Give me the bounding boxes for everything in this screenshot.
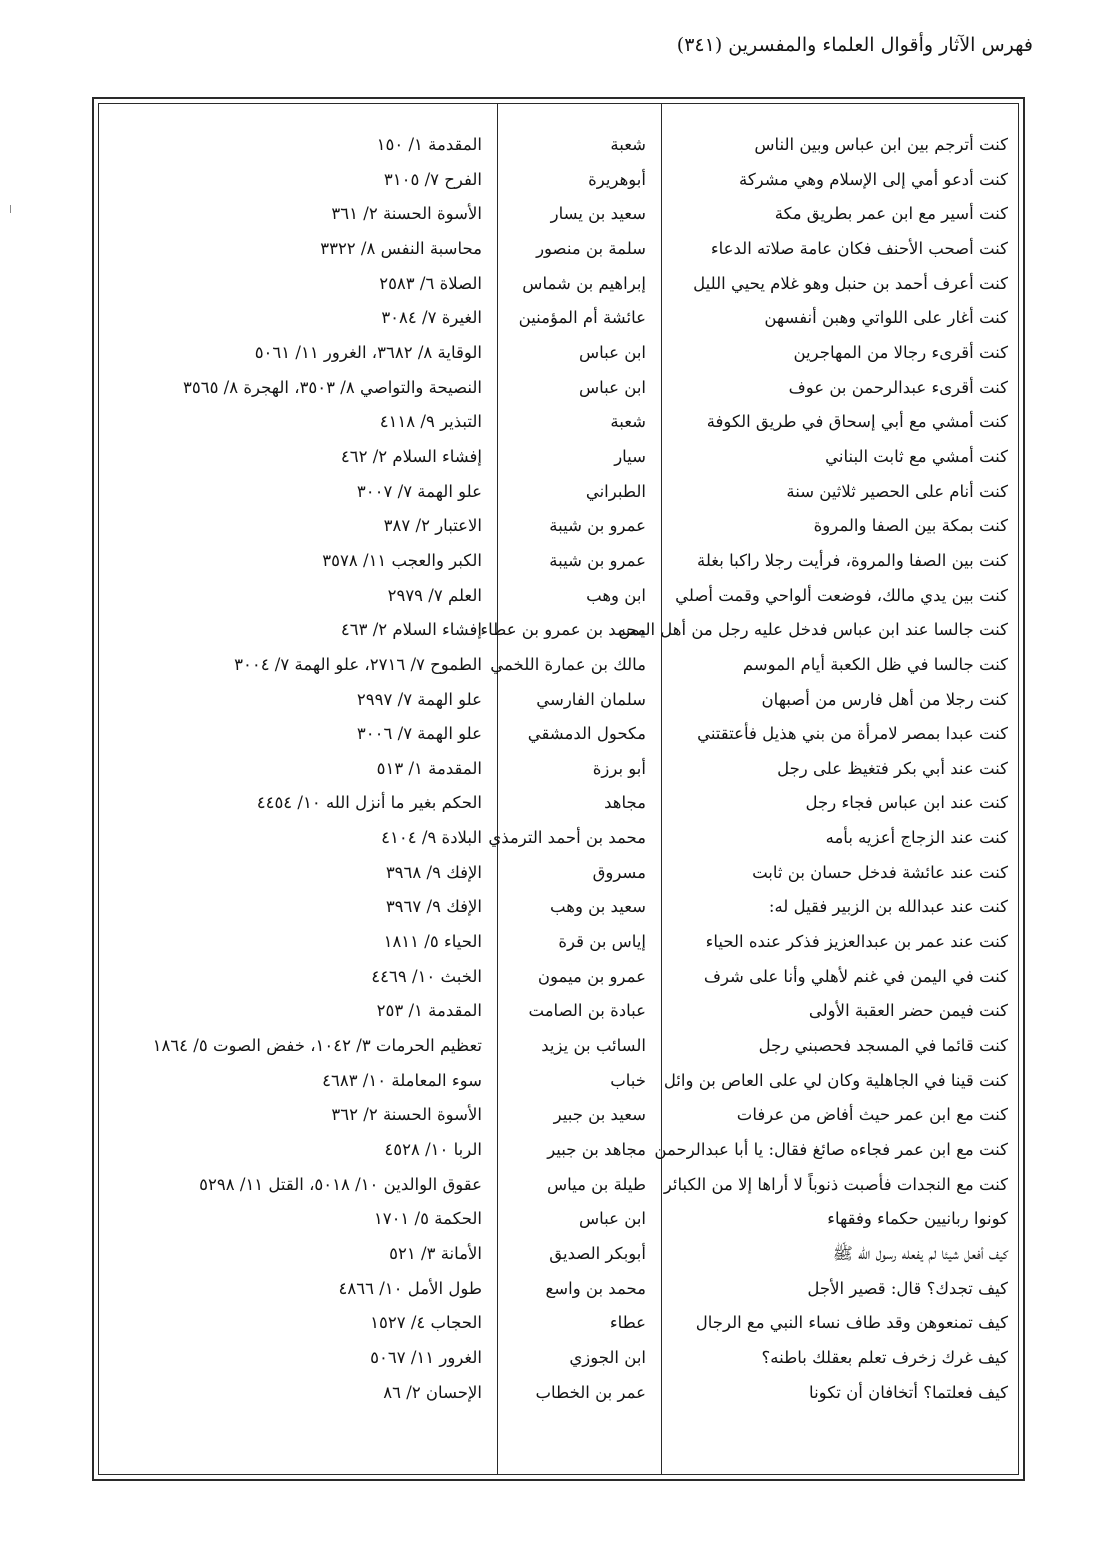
row-reference: الصلاة ٦/ ٢٥٨٣: [379, 273, 482, 293]
table-row: [99, 683, 1018, 718]
row-reference: علو الهمة ٧/ ٢٩٩٧: [356, 689, 482, 709]
table-row: [99, 994, 1018, 1029]
row-narrator: ابن الجوزي: [569, 1347, 646, 1367]
table-row: [99, 1202, 1018, 1237]
row-text: كنت قينا في الجاهلية وكان لي على العاص بن وائل: [663, 1070, 1008, 1090]
row-narrator: عطاء: [609, 1313, 646, 1333]
table-row: [99, 1306, 1018, 1341]
row-text: كنت عند ابن عباس فجاء رجل: [805, 793, 1008, 813]
table-row: [99, 1237, 1018, 1272]
row-reference: النصيحة والتواصي ٨/ ٣٥٠٣، الهجرة ٨/ ٣٥٦٥: [182, 377, 482, 397]
row-narrator: خباب: [610, 1070, 646, 1090]
row-reference: عقوق الوالدين ١٠/ ٥٠١٨، القتل ١١/ ٥٢٩٨: [199, 1174, 482, 1194]
index-table: [92, 97, 1025, 1481]
row-narrator: سعيد بن جبير: [553, 1105, 646, 1125]
margin-mark: [10, 205, 11, 213]
index-table-inner: [98, 103, 1019, 1475]
row-text: كنت مع ابن عمر حيث أفاض من عرفات: [736, 1105, 1008, 1125]
row-narrator: مالك بن عمارة اللخمي: [490, 654, 646, 674]
table-row: [99, 1064, 1018, 1099]
table-row: [99, 509, 1018, 544]
row-reference: الطموح ٧/ ٢٧١٦، علو الهمة ٧/ ٣٠٠٤: [234, 654, 482, 674]
row-narrator: أبوهريرة: [588, 169, 646, 189]
row-reference: الخبث ١٠/ ٤٤٦٩: [371, 966, 482, 986]
row-text: كنت أغار على اللواتي وهبن أنفسهن: [764, 308, 1008, 328]
row-narrator: طيلة بن مياس: [546, 1174, 646, 1194]
row-narrator: شعبة: [610, 135, 646, 154]
row-reference: التبذير ٩/ ٤١١٨: [379, 412, 482, 432]
row-reference: محاسبة النفس ٨/ ٣٣٢٢: [320, 238, 482, 258]
row-text: كنت أقرىء عبدالرحمن بن عوف: [788, 377, 1008, 397]
row-text: كنت أمشي مع ثابت البناني: [825, 446, 1008, 466]
row-reference: طول الأمل ١٠/ ٤٨٦٦: [338, 1278, 482, 1298]
row-text: كنت فيمن حضر العقبة الأولى: [808, 1001, 1008, 1021]
row-text: كنت رجلا من أهل فارس من أصبهان: [761, 689, 1008, 709]
table-row: [99, 717, 1018, 752]
row-narrator: ابن عباس: [579, 342, 646, 362]
row-narrator: ابن وهب: [586, 585, 646, 605]
row-reference: الإفك ٩/ ٣٩٦٧: [385, 897, 482, 917]
row-text: كنت أنام على الحصير ثلاثين سنة: [786, 481, 1008, 501]
row-narrator: السائب بن يزيد: [541, 1036, 646, 1056]
table-row: [99, 1098, 1018, 1133]
row-reference: تعظيم الحرمات ٣/ ١٠٤٢، خفض الصوت ٥/ ١٨٦٤: [152, 1036, 482, 1056]
row-text: كنت عبدا بمصر لامرأة من بني هذيل فأعتقتني: [697, 724, 1008, 744]
row-reference: علو الهمة ٧/ ٣٠٠٧: [356, 481, 482, 501]
row-reference: الحكم بغير ما أنزل الله ١٠/ ٤٤٥٤: [256, 793, 482, 813]
row-text: كنت عند عائشة فدخل حسان بن ثابت: [752, 862, 1008, 882]
row-reference: الوقاية ٨/ ٣٦٨٢، الغرور ١١/ ٥٠٦١: [254, 342, 482, 362]
table-row: [99, 579, 1018, 614]
row-text: كنت عند أبي بكر فتغيظ على رجل: [777, 758, 1008, 778]
index-rows: [99, 128, 1018, 1410]
row-narrator: سعيد بن يسار: [550, 204, 646, 224]
page-header: فهرس الآثار وأقوال العلماء والمفسرين (٣٤١): [676, 34, 1033, 56]
row-narrator: عمرو بن شيبة: [549, 516, 646, 536]
row-narrator: ابن عباس: [579, 377, 646, 397]
table-row: [99, 163, 1018, 198]
row-narrator: محمد بن عمرو بن عطاء: [480, 620, 646, 640]
row-text: كنت مع النجدات فأصبت ذنوباً لا أراها إلا من الكبائر: [663, 1174, 1008, 1194]
table-row: [99, 925, 1018, 960]
row-narrator: سلمة بن منصور: [536, 238, 646, 258]
row-text: كيف أفعل شيئا لم يفعله رسول الله ﷺ: [832, 1244, 1008, 1263]
row-narrator: مجاهد: [604, 793, 646, 813]
row-reference: الربا ١٠/ ٤٥٢٨: [384, 1140, 482, 1160]
table-row: [99, 405, 1018, 440]
row-narrator: عمر بن الخطاب: [535, 1382, 646, 1402]
row-narrator: مسروق: [592, 862, 646, 882]
table-row: [99, 1376, 1018, 1411]
row-reference: البلادة ٩/ ٤١٠٤: [381, 828, 482, 848]
row-reference: الكبر والعجب ١١/ ٣٥٧٨: [322, 550, 482, 570]
table-row: [99, 821, 1018, 856]
table-row: [99, 648, 1018, 683]
row-reference: الإحسان ٢/ ٨٦: [383, 1382, 482, 1402]
row-narrator: إبراهيم بن شماس: [522, 273, 646, 293]
row-reference: الحكمة ٥/ ١٧٠١: [373, 1209, 482, 1229]
row-narrator: سيار: [614, 446, 646, 466]
table-row: [99, 1029, 1018, 1064]
row-reference: الحجاب ٤/ ١٥٢٧: [370, 1313, 482, 1333]
row-reference: الحياء ٥/ ١٨١١: [383, 932, 482, 952]
row-text: كنت أمشي مع أبي إسحاق في طريق الكوفة: [706, 412, 1008, 432]
row-text: كنت أترجم بين ابن عباس وبين الناس: [754, 135, 1008, 154]
row-text: كنت في اليمن في غنم لأهلي وأنا على شرف: [703, 966, 1008, 986]
row-reference: المقدمة ١/ ١٥٠: [376, 135, 482, 154]
row-text: كنت عند عبدالله بن الزبير فقيل له:: [768, 897, 1008, 917]
row-text: كيف تجدك؟ قال: قصير الأجل: [807, 1278, 1008, 1298]
row-text: كنت أدعو أمي إلى الإسلام وهي مشركة: [738, 169, 1008, 189]
table-row: [99, 267, 1018, 302]
row-narrator: عمرو بن ميمون: [537, 966, 646, 986]
row-text: كيف فعلتما؟ أتخافان أن تكونا: [809, 1382, 1008, 1402]
row-reference: الأمانة ٣/ ٥٢١: [389, 1244, 482, 1263]
row-reference: الاعتبار ٢/ ٣٨٧: [383, 516, 482, 536]
table-row: [99, 371, 1018, 406]
row-text: كنت بين يدي مالك، فوضعت ألواحي وقمت أصلي: [675, 585, 1008, 605]
row-narrator: مكحول الدمشقي: [527, 724, 646, 744]
table-row: [99, 856, 1018, 891]
row-reference: الغرور ١١/ ٥٠٦٧: [370, 1347, 482, 1367]
row-narrator: محمد بن واسع: [545, 1278, 646, 1298]
row-text: كنت أعرف أحمد بن حنبل وهو غلام يحيي الليل: [693, 273, 1008, 293]
row-text: كنت أصحب الأحنف فكان عامة صلاته الدعاء: [710, 238, 1008, 258]
row-narrator: أبوبكر الصديق: [549, 1244, 646, 1263]
row-text: كنت جالسا عند ابن عباس فدخل عليه رجل من أهل اليمن: [618, 620, 1008, 640]
row-narrator: أبو برزة: [592, 758, 646, 778]
table-row: [99, 128, 1018, 163]
table-row: [99, 197, 1018, 232]
table-row: [99, 1341, 1018, 1376]
row-narrator: عبادة بن الصامت: [528, 1001, 646, 1021]
table-row: [99, 1168, 1018, 1203]
row-text: كونوا ربانيين حكماء وفقهاء: [827, 1209, 1008, 1229]
table-row: [99, 232, 1018, 267]
row-text: كنت عند الزجاج أعزيه بأمه: [825, 828, 1008, 848]
table-row: [99, 301, 1018, 336]
table-row: [99, 960, 1018, 995]
table-row: [99, 890, 1018, 925]
row-narrator: سعيد بن وهب: [550, 897, 646, 917]
table-row: [99, 613, 1018, 648]
table-row: [99, 336, 1018, 371]
row-text: كنت جالسا في ظل الكعبة أيام الموسم: [742, 654, 1008, 674]
table-row: [99, 1272, 1018, 1307]
row-reference: الأسوة الحسنة ٢/ ٣٦١: [331, 204, 482, 224]
row-text: كنت مع ابن عمر فجاءه صائغ فقال: يا أبا عبدالرحمن: [654, 1140, 1008, 1160]
row-narrator: إياس بن قرة: [558, 932, 646, 952]
row-reference: الغيرة ٧/ ٣٠٨٤: [381, 308, 482, 328]
row-text: كنت بمكة بين الصفا والمروة: [813, 516, 1008, 536]
table-row: [99, 1133, 1018, 1168]
row-narrator: شعبة: [610, 412, 646, 432]
row-text: كنت أسير مع ابن عمر بطريق مكة: [774, 204, 1008, 224]
row-text: كنت أقرىء رجالا من المهاجرين: [793, 342, 1008, 362]
row-narrator: عمرو بن شيبة: [549, 550, 646, 570]
row-reference: سوء المعاملة ١٠/ ٤٦٨٣: [322, 1070, 482, 1090]
row-text: كنت عند عمر بن عبدالعزيز فذكر عنده الحياء: [705, 932, 1008, 952]
row-narrator: عائشة أم المؤمنين: [518, 308, 646, 328]
row-narrator: ابن عباس: [579, 1209, 646, 1229]
row-reference: إفشاء السلام ٢/ ٤٦٢: [340, 446, 482, 466]
row-reference: علو الهمة ٧/ ٣٠٠٦: [356, 724, 482, 744]
row-reference: الأسوة الحسنة ٢/ ٣٦٢: [331, 1105, 482, 1125]
row-reference: العلم ٧/ ٢٩٧٩: [387, 585, 482, 605]
table-row: [99, 752, 1018, 787]
table-row: [99, 786, 1018, 821]
row-narrator: سلمان الفارسي: [536, 689, 646, 709]
table-row: [99, 544, 1018, 579]
row-text: كيف غرك زخرف تعلم بعقلك باطنه؟: [761, 1347, 1008, 1367]
row-reference: الفرح ٧/ ٣١٠٥: [383, 169, 482, 189]
row-reference: المقدمة ١/ ٢٥٣: [376, 1001, 482, 1021]
row-reference: إفشاء السلام ٢/ ٤٦٣: [340, 620, 482, 640]
row-narrator: الطبراني: [585, 481, 646, 501]
row-text: كيف تمنعوهن وقد طاف نساء النبي مع الرجال: [695, 1313, 1008, 1333]
table-row: [99, 475, 1018, 510]
row-text: كنت قائما في المسجد فحصبني رجل: [758, 1036, 1008, 1056]
row-reference: الإفك ٩/ ٣٩٦٨: [385, 862, 482, 882]
row-narrator: مجاهد بن جبير: [547, 1140, 646, 1160]
row-text: كنت بين الصفا والمروة، فرأيت رجلا راكبا بغلة: [697, 550, 1008, 570]
table-row: [99, 440, 1018, 475]
row-reference: المقدمة ١/ ٥١٣: [376, 758, 482, 778]
row-narrator: محمد بن أحمد الترمذي: [488, 828, 646, 848]
